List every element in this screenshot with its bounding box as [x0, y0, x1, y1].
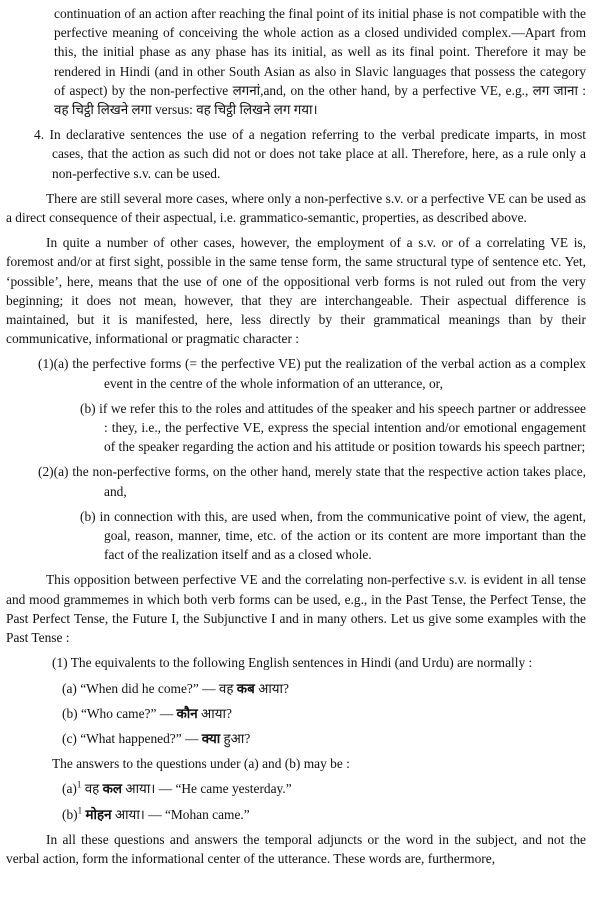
- example-b-text: (b) “Who came?” —: [62, 705, 177, 721]
- paragraph-opposition: This opposition between perfective VE and the correlating non-perfective s.v. is evident in all tense and mood grammemes in which both verb forms can be used, e.g., in the Past Tense, the Perfect Tense, the Past Perfect Tense, the Future I, the Subjunctive I and in many others. Let us give some examples with the Past Tense :: [6, 572, 586, 646]
- answer-b-bold: मोहन: [85, 806, 112, 822]
- example-b-end: आया?: [197, 705, 232, 721]
- answer-a-label: (a): [62, 781, 77, 797]
- answer-a-text: वह: [81, 781, 103, 797]
- example-c: [62, 729, 586, 748]
- paragraph-answers-intro: The answers to the questions under (a) and (b) may be :: [52, 756, 350, 772]
- example-a-text: (a) “When did he come?” — वह: [62, 680, 237, 696]
- list-item-1b: (b) if we refer this to the roles and attitudes of the speaker and his speech partner or addressee : they, i.e., the perfective VE, express the special intention and/or emotional engagement of the speaker regarding the action and his attitude or position towards his speech partner;: [80, 400, 586, 455]
- answer-a-sup: 1: [76, 779, 82, 790]
- answer-b-label: (b): [62, 806, 78, 822]
- answer-a: [62, 779, 586, 798]
- list-item-2a: (2)(a) the non-perfective forms, on the other hand, merely state that the respective action takes place, and,: [38, 464, 586, 499]
- paragraph-other-cases: In quite a number of other cases, however, the employment of a s.v. or of a correlating VE is, foremost and/or at first sight, possible in the same tense form, the same structural type of sentence etc. Yet, ‘possible’, here, means that the use of one of the oppositional verb forms is not ruled out from the very beginning; it does not mean, however, that they are interchangeable. Their aspectual difference is maintained, but it is manifested, here, less directly by their grammatical meanings than by their communicative, informational or pragmatic character :: [6, 235, 586, 347]
- paragraph-equivalents: (1) The equivalents to the following English sentences in Hindi (and Urdu) are normally :: [52, 655, 533, 671]
- answer-b: [62, 805, 586, 824]
- list-item-1a: (1)(a) the perfective forms (= the perfective VE) put the realization of the verbal action as a complex event in the centre of the whole information of an utterance, or,: [38, 356, 586, 391]
- example-c-end: हुआ?: [220, 730, 251, 746]
- answer-a-bold: कल: [102, 781, 123, 797]
- paragraph-closing: In all these questions and answers the temporal adjuncts or the word in the subject, and not the verbal action, form the informational center of the utterance. These words are, furthermore,: [6, 831, 586, 866]
- paragraph-point-4: 4. In declarative sentences the use of a negation referring to the verbal predicate imparts, in most cases, that the action as such did not or does not take place at all. Therefore, here, as a rule only a non-perfective s.v. can be used.: [34, 127, 586, 181]
- answer-b-sup: 1: [77, 805, 83, 816]
- answer-a-end: आया। — “He came yesterday.”: [122, 781, 292, 797]
- example-b: [62, 704, 586, 723]
- paragraph-more-cases: There are still several more cases, where only a non-perfective s.v. or a perfective VE can be used as a direct consequence of their aspectual, i.e. grammatico-semantic, properties, as described above.: [6, 190, 586, 226]
- example-a-bold: कब: [236, 680, 255, 696]
- example-a: [62, 679, 586, 698]
- example-c-bold: क्या: [201, 730, 221, 746]
- list-item-2b: (b) in connection with this, are used when, from the communicative point of view, the agent, goal, reason, manner, time, etc. of the action or its content are more important than the fact of the realization itself and as a closed whole.: [80, 508, 586, 563]
- paragraph-continuation: continuation of an action after reaching the final point of its initial phase is not compatible with the perfective meaning of conceiving the whole action as a closed undivided complex.—Apart from this, the initial phase as any phase has its initial, as well as its final point. Therefore it may be rendered in Hindi (and in other South Asian as also in Slavic languages that possess the category of aspect) by the non-perfective लगनां,and, on the other hand, by a perfective VE, e.g., लग जाना : वह चिट्ठी लिखने लगा versus: वह चिट्ठी लिखने लग गया।: [54, 6, 586, 118]
- example-b-bold: कौन: [176, 705, 198, 721]
- example-a-end: आया?: [254, 680, 289, 696]
- answer-b-end: आया। — “Mohan came.”: [111, 806, 250, 822]
- example-c-text: (c) “What happened?” —: [62, 730, 202, 746]
